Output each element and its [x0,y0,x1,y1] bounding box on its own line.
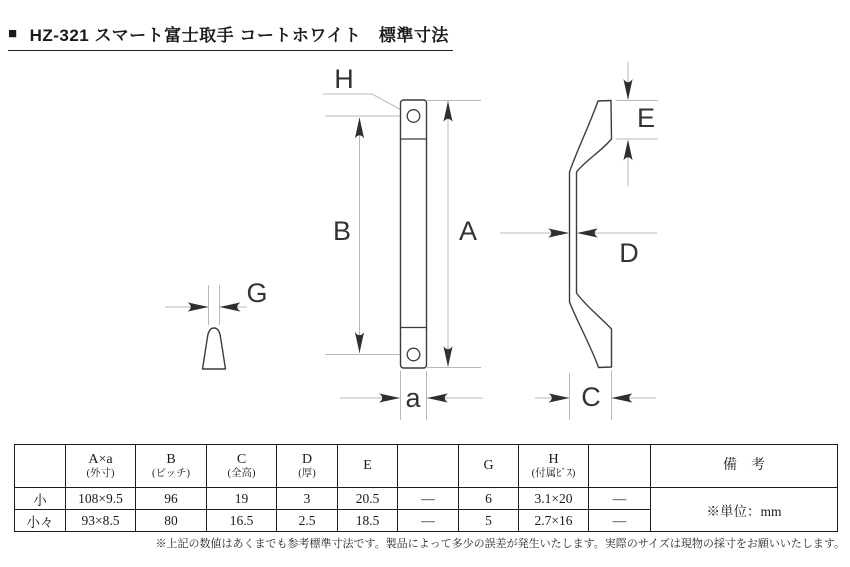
cell-g: 5 [459,510,519,532]
cell-c: 16.5 [207,510,277,532]
table-row-small [15,488,838,510]
cell-blank-1: ― [398,488,459,510]
col-header-remarks: 備 考 [651,445,838,488]
title-bullet-square-icon: ■ [8,25,18,42]
col-header-e: E [338,445,398,488]
side-view [500,62,658,420]
grip-section-outline [203,328,226,369]
unit-note: ※単位：mm [651,488,838,532]
cell-blank-2: ― [589,510,651,532]
cell-d: 2.5 [277,510,338,532]
table-header-row [15,445,838,488]
page-title-text: HZ-321 スマート富士取手 コートホワイト 標準寸法 [29,26,449,45]
cell-blank-2: ― [589,488,651,510]
row-label: 小々 [15,510,66,532]
cell-g: 6 [459,488,519,510]
cell-h: 3.1×20 [519,488,589,510]
cell-b: 96 [136,488,207,510]
col-header-b: B (ピッチ) [136,445,207,488]
footnote: ※上記の数値はあくまでも参考標準寸法です。製品によって多少の誤差が発生いたします。実際のサイズは現物の採寸をお願いいたします。 [155,538,845,550]
cell-c: 19 [207,488,277,510]
grip-dim-arrows [188,302,241,311]
row-label: 小 [15,488,66,510]
cell-e: 20.5 [338,488,398,510]
cell-blank-1: ― [398,510,459,532]
col-header-h: H (付属ﾋﾞｽ) [519,445,589,488]
cell-axa: 93×8.5 [66,510,136,532]
dim-label-b: B [332,216,352,246]
screw-hole-bottom [407,348,420,361]
screw-hole-top [407,110,420,123]
col-header-corner [15,445,66,488]
dim-label-a-lower: a [405,383,421,413]
cell-d: 3 [277,488,338,510]
col-header-d: D (厚) [277,445,338,488]
front-view [323,64,483,420]
dimension-table [14,444,838,532]
dim-label-h: H [334,64,354,94]
grip-section-view [165,278,268,369]
dim-label-d: D [619,238,639,268]
col-header-blank-1 [398,445,459,488]
cell-e: 18.5 [338,510,398,532]
dim-label-g: G [246,278,268,308]
col-header-g: G [459,445,519,488]
cell-h: 2.7×16 [519,510,589,532]
col-header-blank-2 [589,445,651,488]
dim-label-c: C [581,382,601,412]
cell-b: 80 [136,510,207,532]
col-header-axa: A×a (外寸) [66,445,136,488]
col-header-c: C (全高) [207,445,277,488]
dim-label-a-upper: A [458,216,478,246]
cell-axa: 108×9.5 [66,488,136,510]
h-leader-line [323,94,407,113]
dim-label-e: E [636,103,656,133]
